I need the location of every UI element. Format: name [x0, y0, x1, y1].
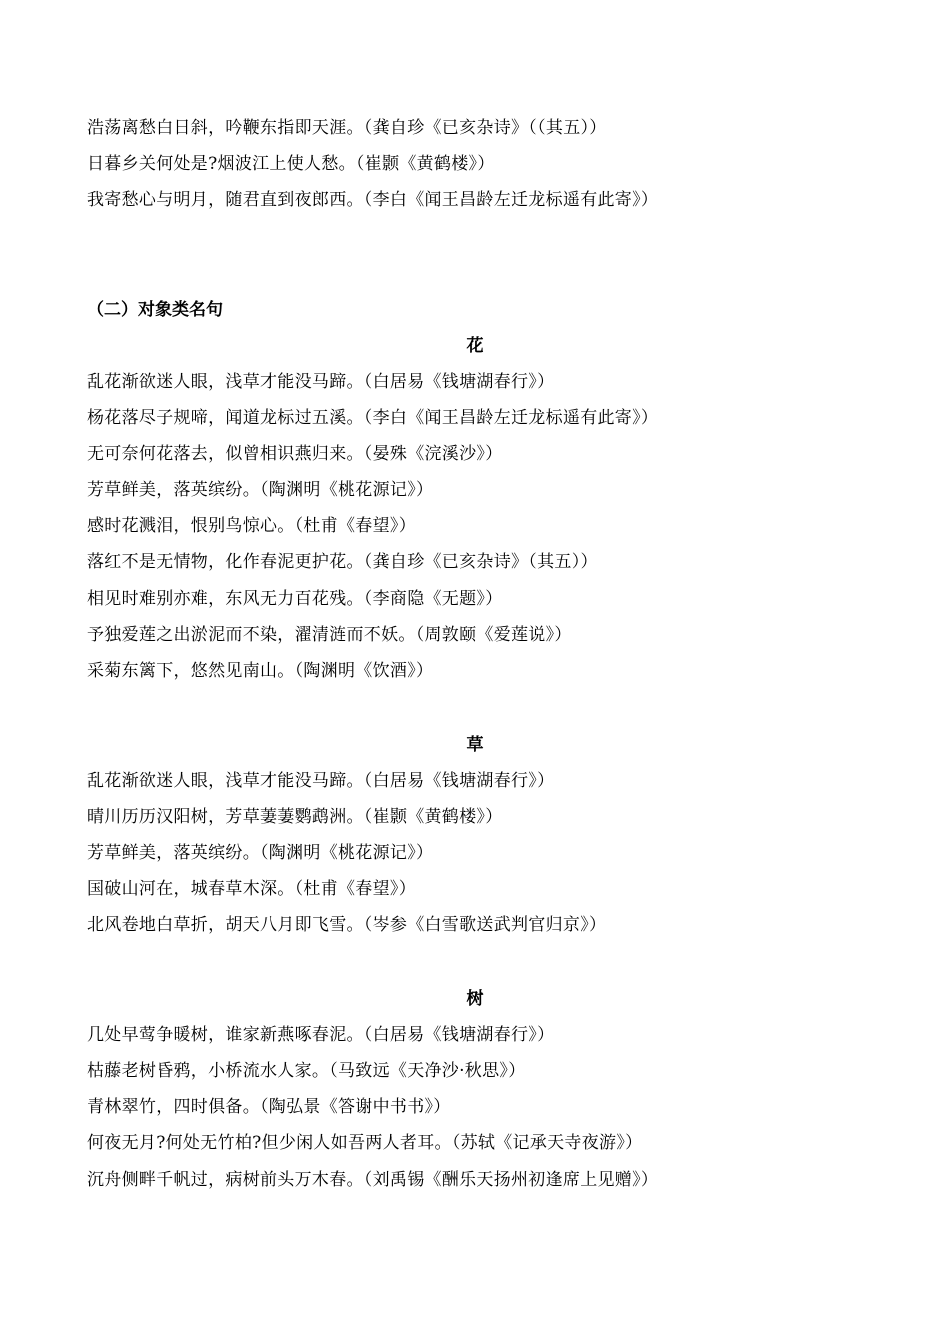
- intro-line: 日暮乡关何处是?烟波江上使人愁。（崔颢《黄鹤楼》）: [87, 154, 495, 174]
- quote-line: 芳草鲜美，落英缤纷。（陶渊明《桃花源记》）: [87, 843, 434, 863]
- group-heading-tree: 树: [466, 989, 484, 1009]
- quote-line: 落红不是无情物，化作春泥更护花。（龚自珍《已亥杂诗》（其五））: [87, 552, 598, 572]
- quote-line: 采菊东篱下，悠然见南山。（陶渊明《饮酒》）: [87, 661, 434, 681]
- intro-line: 我寄愁心与明月，随君直到夜郎西。（李白《闻王昌龄左迁龙标遥有此寄》）: [87, 190, 659, 210]
- quote-line: 沉舟侧畔千帆过，病树前头万木春。（刘禹锡《酬乐天扬州初逢席上见赠》）: [87, 1170, 659, 1190]
- quote-line: 相见时难别亦难，东风无力百花残。（李商隐《无题》）: [87, 589, 503, 609]
- quote-line: 感时花溅泪，恨别鸟惊心。（杜甫《春望》）: [87, 516, 416, 536]
- quote-line: 晴川历历汉阳树，芳草萋萋鹦鹉洲。（崔颢《黄鹤楼》）: [87, 807, 503, 827]
- quote-line: 乱花渐欲迷人眼，浅草才能没马蹄。（白居易《钱塘湖春行》）: [87, 372, 555, 392]
- quote-line: 国破山河在，城春草木深。（杜甫《春望》）: [87, 879, 416, 899]
- group-heading-flower: 花: [466, 336, 484, 356]
- quote-line: 芳草鲜美，落英缤纷。（陶渊明《桃花源记》）: [87, 480, 434, 500]
- quote-line: 枯藤老树昏鸦，小桥流水人家。（马致远《天净沙·秋思》）: [87, 1061, 526, 1081]
- quote-line: 予独爱莲之出淤泥而不染，濯清涟而不妖。（周敦颐《爱莲说》）: [87, 625, 572, 645]
- quote-line: 杨花落尽子规啼，闻道龙标过五溪。（李白《闻王昌龄左迁龙标遥有此寄》）: [87, 408, 659, 428]
- quote-line: 无可奈何花落去，似曾相识燕归来。（晏殊《浣溪沙》）: [87, 444, 503, 464]
- quote-line: 何夜无月?何处无竹柏?但少闲人如吾两人者耳。（苏轼《记承天寺夜游》）: [87, 1133, 643, 1153]
- section-title: （二）对象类名句: [87, 300, 223, 320]
- quote-line: 北风卷地白草折，胡天八月即飞雪。（岑参《白雪歌送武判官归京》）: [87, 915, 607, 935]
- quote-line: 乱花渐欲迷人眼，浅草才能没马蹄。（白居易《钱塘湖春行》）: [87, 771, 555, 791]
- quote-line: 青林翠竹，四时俱备。（陶弘景《答谢中书书》）: [87, 1097, 451, 1117]
- group-heading-grass: 草: [466, 735, 484, 755]
- intro-line: 浩荡离愁白日斜，吟鞭东指即天涯。（龚自珍《已亥杂诗》（（其五））: [87, 118, 607, 138]
- quote-line: 几处早莺争暖树，谁家新燕啄春泥。（白居易《钱塘湖春行》）: [87, 1025, 555, 1045]
